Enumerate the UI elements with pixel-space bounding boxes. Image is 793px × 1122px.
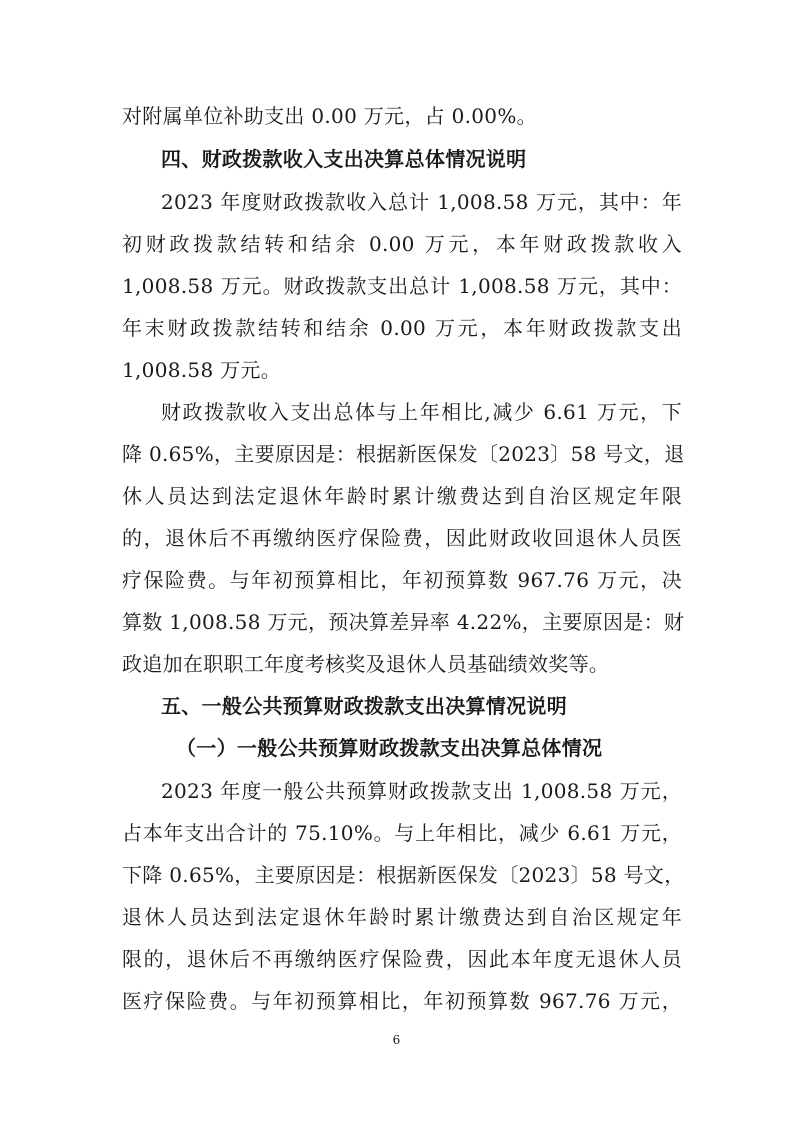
body-line: 疗保险费。与年初预算相比，年初预算数 967.76 万元，决 xyxy=(122,568,682,592)
body-line: 1,008.58 万元。财政拨款支出总计 1,008.58 万元，其中： xyxy=(122,274,682,298)
body-line: 1,008.58 万元。 xyxy=(122,358,282,382)
body-line: 年末财政拨款结转和结余 0.00 万元，本年财政拨款支出 xyxy=(122,316,682,340)
body-line: 对附属单位补助支出 0.00 万元，占 0.00%。 xyxy=(122,104,537,128)
body-line: 2023 年度财政拨款收入总计 1,008.58 万元，其中：年 xyxy=(161,190,682,214)
body-line: 2023 年度一般公共预算财政拨款支出 1,008.58 万元， xyxy=(161,779,682,803)
body-line: 占本年支出合计的 75.10%。与上年相比，减少 6.61 万元， xyxy=(122,821,682,845)
body-line: 初财政拨款结转和结余 0.00 万元，本年财政拨款收入 xyxy=(122,232,682,256)
subsection-heading: （一）一般公共预算财政拨款支出决算总体情况 xyxy=(176,736,603,760)
section-heading: 五、一般公共预算财政拨款支出决算情况说明 xyxy=(161,694,567,718)
body-line: 下降 0.65%，主要原因是：根据新医保发〔2023〕58 号文， xyxy=(122,863,685,887)
body-line: 算数 1,008.58 万元，预决算差异率 4.22%，主要原因是：财 xyxy=(122,610,685,634)
body-line: 退休人员达到法定退休年龄时累计缴费达到自治区规定年 xyxy=(122,905,682,929)
body-line: 的，退休后不再缴纳医疗保险费，因此财政收回退休人员医 xyxy=(122,526,682,550)
body-line: 休人员达到法定退休年龄时累计缴费达到自治区规定年限 xyxy=(122,484,682,508)
body-line: 降 0.65%，主要原因是：根据新医保发〔2023〕58 号文，退 xyxy=(122,442,685,466)
page-number: 6 xyxy=(392,1033,401,1047)
body-line: 医疗保险费。与年初预算相比，年初预算数 967.76 万元， xyxy=(122,989,682,1013)
body-line: 政追加在职职工年度考核奖及退休人员基础绩效奖等。 xyxy=(122,652,610,676)
body-line: 财政拨款收入支出总体与上年相比,减少 6.61 万元，下 xyxy=(161,400,682,424)
section-heading: 四、财政拨款收入支出决算总体情况说明 xyxy=(161,147,527,171)
body-line: 限的，退休后不再缴纳医疗保险费，因此本年度无退休人员 xyxy=(122,947,682,971)
